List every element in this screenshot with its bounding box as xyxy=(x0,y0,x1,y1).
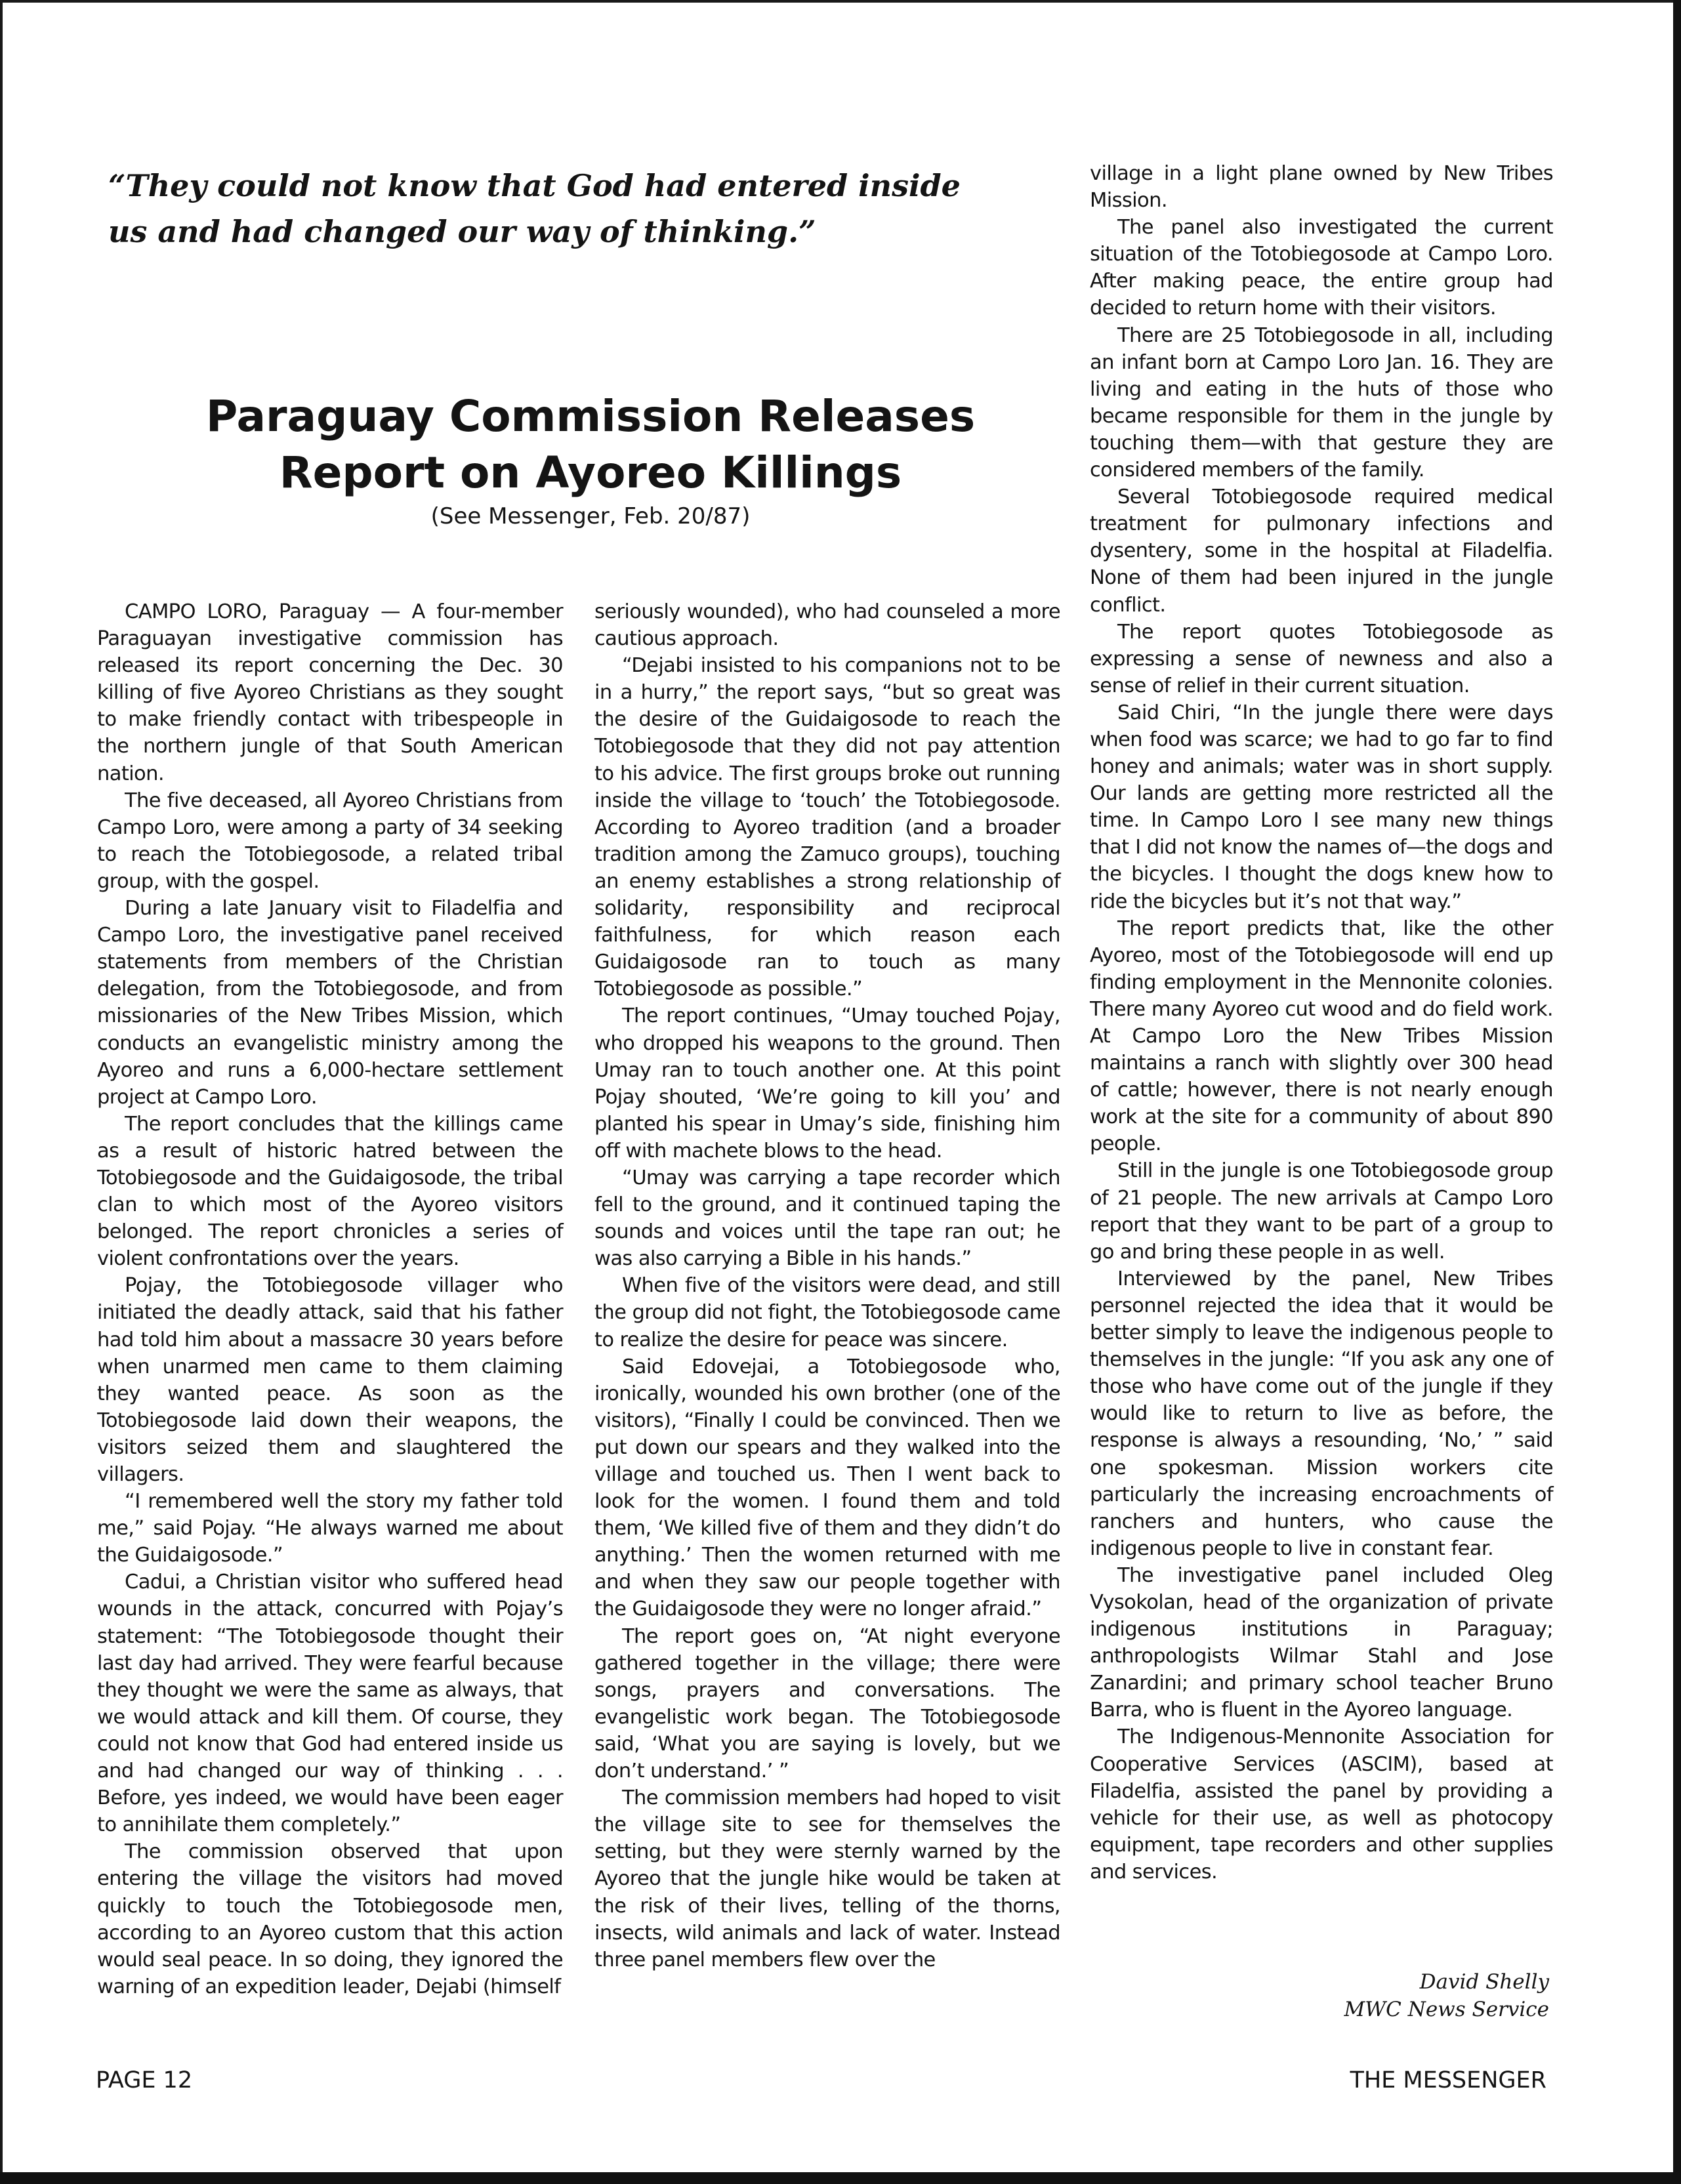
paragraph: Still in the jungle is one Totobiegosode group of 21 people. The new arrivals at Campo Loro report that they want to be part of a group to go and bring these people in as well. xyxy=(1090,1159,1553,1264)
paragraph: Said Chiri, “In the jungle there were days when food was scarce; we had to go far to find honey and animals; water was in short supply. Our lands are getting more restricted all the time. In Campo Loro I see many new things that I did not know the names of—the dogs and the bicycles. I thought the dogs knew how to ride the bicycles but it’s not that way.” xyxy=(1090,701,1553,913)
page-border-bottom xyxy=(0,2172,1681,2184)
paragraph: The commission members had hoped to visit the village site to see for themselves the setting, but they were sternly warned by the Ayoreo that the jungle hike would be taken at the risk of their lives, telling of the thorns, insects, wild animals and lack of water. Instead three panel members flew over the xyxy=(594,1786,1060,1971)
page-border-top xyxy=(0,0,1681,3)
byline xyxy=(1090,1968,1549,2023)
byline-service: MWC News Service xyxy=(1344,1998,1549,2021)
paragraph: “I remembered well the story my father told me,” said Pojay. “He always warned me about the Guidaigosode.” xyxy=(97,1490,563,1567)
paragraph: Said Edovejai, a Totobiegosode who, ironically, wounded his own brother (one of the visitors), “Finally I could be convinced. Then we put down our spears and they walked into the village and touched us. Then I went back to look for the women. I found them and told them, ‘We killed five of them and they didn’t do anything.’ Then the women returned with me and when they saw our people together with the Guidaigosode they were no longer afraid.” xyxy=(594,1355,1060,1621)
paragraph: The panel also investigated the current situation of the Totobiegosode at Campo Loro. After making peace, the entire group had decided to return home with their visitors. xyxy=(1090,216,1553,320)
article-column-2 xyxy=(594,598,1060,1973)
paragraph: When five of the visitors were dead, and still the group did not fight, the Totobiegosode came to realize the desire for peace was sincere. xyxy=(594,1274,1060,1351)
paragraph: village in a light plane owned by New Tribes Mission. xyxy=(1090,162,1553,213)
paragraph: Pojay, the Totobiegosode villager who initiated the deadly attack, said that his father had told him about a massacre 30 years before when unarmed men came to them claiming they wanted peace. As soon as the Totobiegosode laid down their weapons, the visitors seized them and slaughtered the villagers. xyxy=(97,1274,563,1486)
paragraph: The report continues, “Umay touched Pojay, who dropped his weapons to the ground. Then Umay ran to touch another one. At this point Pojay shouted, ‘We’re going to kill you’ and planted his spear in Umay’s side, finishing him off with machete blows to the head. xyxy=(594,1004,1060,1163)
paragraph: “Dejabi insisted to his companions not to be in a hurry,” the report says, “but so great was the desire of the Guidaigosode to reach the Totobiegosode that they did not pay attention to his advice. The first groups broke out running inside the village to ‘touch’ the Totobiegosode. According to Ayoreo tradition (and a broader tradition among the Zamuco groups), touching an enemy establishes a strong relationship of solidarity, responsibility and reciprocal faithfulness, for which reason each Guidaigosode ran to touch as many Totobiegosode as possible.” xyxy=(594,654,1060,1001)
article-column-3 xyxy=(1090,160,1553,1885)
paragraph: The report quotes Totobiegosode as expressing a sense of newness and also a sense of relief in their current situation. xyxy=(1090,620,1553,697)
paragraph: The report concludes that the killings came as a result of historic hatred between the Totobiegosode and the Guidaigosode, the tribal clan to which most of the Ayoreo visitors belonged. The report chronicles a series of violent confrontations over the years. xyxy=(97,1112,563,1271)
subhead: (See Messenger, Feb. 20/87) xyxy=(430,503,751,529)
pull-quote: “They could not know that God had entered inside us and had changed our way of thinking.” xyxy=(108,168,961,249)
paragraph: Interviewed by the panel, New Tribes personnel rejected the idea that it would be better simply to leave the indigenous people to themselves in the jungle: “If you ask any one of those who have come out of the jungle if they would like to return to live as before, the response is always a resounding, ‘No,’ ” said one spokesman. Mission workers cite particularly the increasing encroachments of ranchers and hunters, who cause the indigenous people to live in constant fear. xyxy=(1090,1267,1553,1560)
article-column-1 xyxy=(97,598,563,2000)
paragraph: CAMPO LORO, Paraguay — A four-member Paraguayan investigative commission has released its report concerning the Dec. 30 killing of five Ayoreo Christians as they sought to make friendly contact with tribespeople in the northern jungle of that South American nation. xyxy=(97,600,563,785)
paragraph: The report goes on, “At night everyone gathered together in the village; there were songs, prayers and conversations. The evangelistic work began. The Totobiegosode said, ‘What you are saying is lovely, but we don’t understand.’ ” xyxy=(594,1624,1060,1783)
page-number: PAGE 12 xyxy=(96,2067,193,2093)
paragraph: During a late January visit to Filadelfia and Campo Loro, the investigative panel received statements from members of the Christian delegation, from the Totobiegosode, and from missionaries of the New Tribes Mission, which conducts an evangelistic ministry among the Ayoreo and runs a 6,000-hectare settlement project at Campo Loro. xyxy=(97,897,563,1109)
paragraph: The investigative panel included Oleg Vysokolan, head of the organization of private indigenous institutions in Paraguay; anthropologists Wilmar Stahl and Jose Zanardini; and primary school teacher Bruno Barra, who is fluent in the Ayoreo language. xyxy=(1090,1563,1553,1722)
paragraph: Several Totobiegosode required medical treatment for pulmonary infections and dysentery, some in the hospital at Filadelfia. None of them had been injured in the jungle conflict. xyxy=(1090,485,1553,617)
paragraph: The Indigenous-Mennonite Association for Cooperative Services (ASCIM), based at Filadelfia, assisted the panel by providing a vehicle for their use, as well as photocopy equipment, tape recorders and other supplies and services. xyxy=(1090,1725,1553,1884)
page-border-right xyxy=(1673,0,1681,2184)
headline: Paraguay Commission Releases Report on Ayoreo Killings xyxy=(205,391,976,498)
paragraph: The report predicts that, like the other Ayoreo, most of the Totobiegosode will end up finding employment in the Mennonite colonies. There many Ayoreo cut wood and do field work. At Campo Loro the New Tribes Mission maintains a ranch with slightly over 300 head of cattle; however, there is not nearly enough work at the site for a community of about 890 people. xyxy=(1090,917,1553,1156)
paragraph: seriously wounded), who had counseled a more cautious approach. xyxy=(594,600,1060,651)
paragraph: The commission observed that upon entering the village the visitors had moved quickly to touch the Totobiegosode men, according to an Ayoreo custom that this action would seal peace. In so doing, they ignored the warning of an expedition leader, Dejabi (himself xyxy=(97,1840,563,1998)
page-border-left xyxy=(0,0,3,2184)
paragraph: “Umay was carrying a tape recorder which fell to the ground, and it continued taping the sounds and voices until the tape ran out; he was also carrying a Bible in his hands.” xyxy=(594,1166,1060,1271)
paragraph: There are 25 Totobiegosode in all, including an infant born at Campo Loro Jan. 16. They are living and eating in the huts of those who became responsible for them in the jungle by touching them—with that gesture they are considered members of the family. xyxy=(1090,323,1553,482)
paragraph: Cadui, a Christian visitor who suffered head wounds in the attack, concurred with Pojay’s statement: “The Totobiegosode thought their last day had arrived. They were fearful because they thought we were the same as always, that we would attack and kill them. Of course, they could not know that God had entered inside us and had changed our way of thinking . . . Before, yes indeed, we would have been eager to annihilate them completely.” xyxy=(97,1571,563,1837)
byline-author: David Shelly xyxy=(1419,1970,1549,1994)
paragraph: The five deceased, all Ayoreo Christians from Campo Loro, were among a party of 34 seeking to reach the Totobiegosode, a related tribal group, with the gospel. xyxy=(97,789,563,893)
publication-name: THE MESSENGER xyxy=(1350,2067,1546,2093)
